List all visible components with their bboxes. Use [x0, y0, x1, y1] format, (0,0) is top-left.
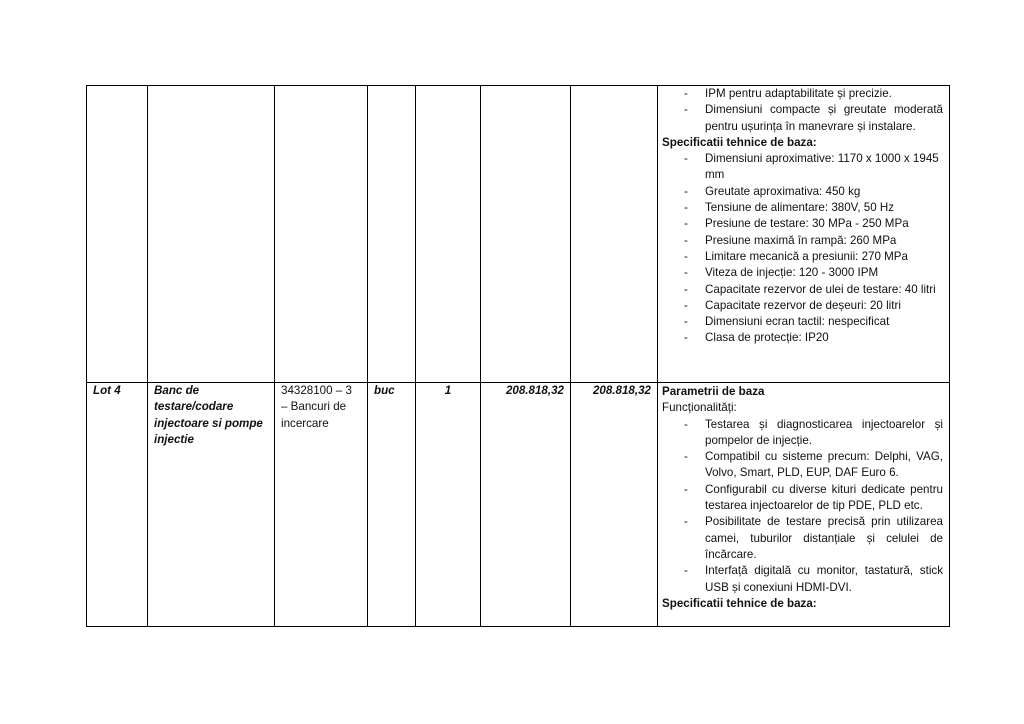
cpv-cell: [275, 86, 368, 383]
list-item: - Tensiune de alimentare: 380V, 50 Hz: [662, 200, 943, 216]
list-item: - Clasa de protecție: IP20: [662, 330, 943, 346]
list-item: - Presiune maximă în rampă: 260 MPa: [662, 233, 943, 249]
list-item: - Dimensiuni compacte și greutate moderată pentru ușurința în manevrare și instalare.: [662, 102, 943, 135]
unit-price-cell: [481, 86, 571, 383]
list-item: - Dimensiuni aproximative: 1170 x 1000 x 1945 mm: [662, 151, 943, 184]
tech-spec-list: [662, 151, 943, 347]
list-item: - Dimensiuni ecran tactil: nespecificat: [662, 314, 943, 330]
table-row: [87, 86, 950, 383]
list-item: - Greutate aproximativa: 450 kg: [662, 184, 943, 200]
unit-price-cell: 208.818,32: [481, 383, 571, 627]
functionality-label: Funcționalități:: [662, 401, 737, 415]
table-row: [87, 383, 950, 627]
unit-cell: buc: [368, 383, 416, 627]
unit-cell: [368, 86, 416, 383]
lot-cell: Lot 4: [87, 383, 148, 627]
total-cell: [571, 86, 658, 383]
spec-cell: [658, 383, 950, 627]
list-item: - Presiune de testare: 30 MPa - 250 MPa: [662, 216, 943, 232]
qty-cell: [416, 86, 481, 383]
list-item: - Configurabil cu diverse kituri dedicate pentru testarea injectoarelor de tip PDE, PLD etc.: [662, 482, 943, 515]
list-item: - IPM pentru adaptabilitate și precizie.: [662, 86, 943, 102]
lot-cell: [87, 86, 148, 383]
functionality-list: [662, 417, 943, 596]
tech-spec-heading: Specificatii tehnice de baza:: [662, 596, 817, 610]
tech-spec-heading: Specificatii tehnice de baza:: [662, 135, 817, 149]
qty-cell: 1: [416, 383, 481, 627]
list-item: - Interfață digitală cu monitor, tastatură, stick USB și conexiuni HDMI-DVI.: [662, 563, 943, 596]
continued-list: [662, 86, 943, 135]
list-item: - Posibilitate de testare precisă prin utilizarea camei, tuburilor distanțiale și celulei de încărcare.: [662, 514, 943, 563]
base-params-heading: Parametrii de baza: [662, 385, 765, 398]
cpv-cell: 34328100 – 3 – Bancuri de incercare: [275, 383, 368, 627]
total-cell: 208.818,32: [571, 383, 658, 627]
list-item: - Viteza de injecție: 120 - 3000 IPM: [662, 265, 943, 281]
procurement-spec-table: [86, 85, 950, 627]
name-cell: [148, 86, 275, 383]
list-item: - Capacitate rezervor de deșeuri: 20 litri: [662, 298, 943, 314]
list-item: - Limitare mecanică a presiunii: 270 MPa: [662, 249, 943, 265]
name-cell: Banc de testare/codare injectoare si pompe injectie: [148, 383, 275, 627]
list-item: - Capacitate rezervor de ulei de testare: 40 litri: [662, 282, 943, 298]
spec-cell: [658, 86, 950, 383]
list-item: - Testarea și diagnosticarea injectoarelor și pompelor de injecție.: [662, 417, 943, 450]
list-item: - Compatibil cu sisteme precum: Delphi, VAG, Volvo, Smart, PLD, EUP, DAF Euro 6.: [662, 449, 943, 482]
